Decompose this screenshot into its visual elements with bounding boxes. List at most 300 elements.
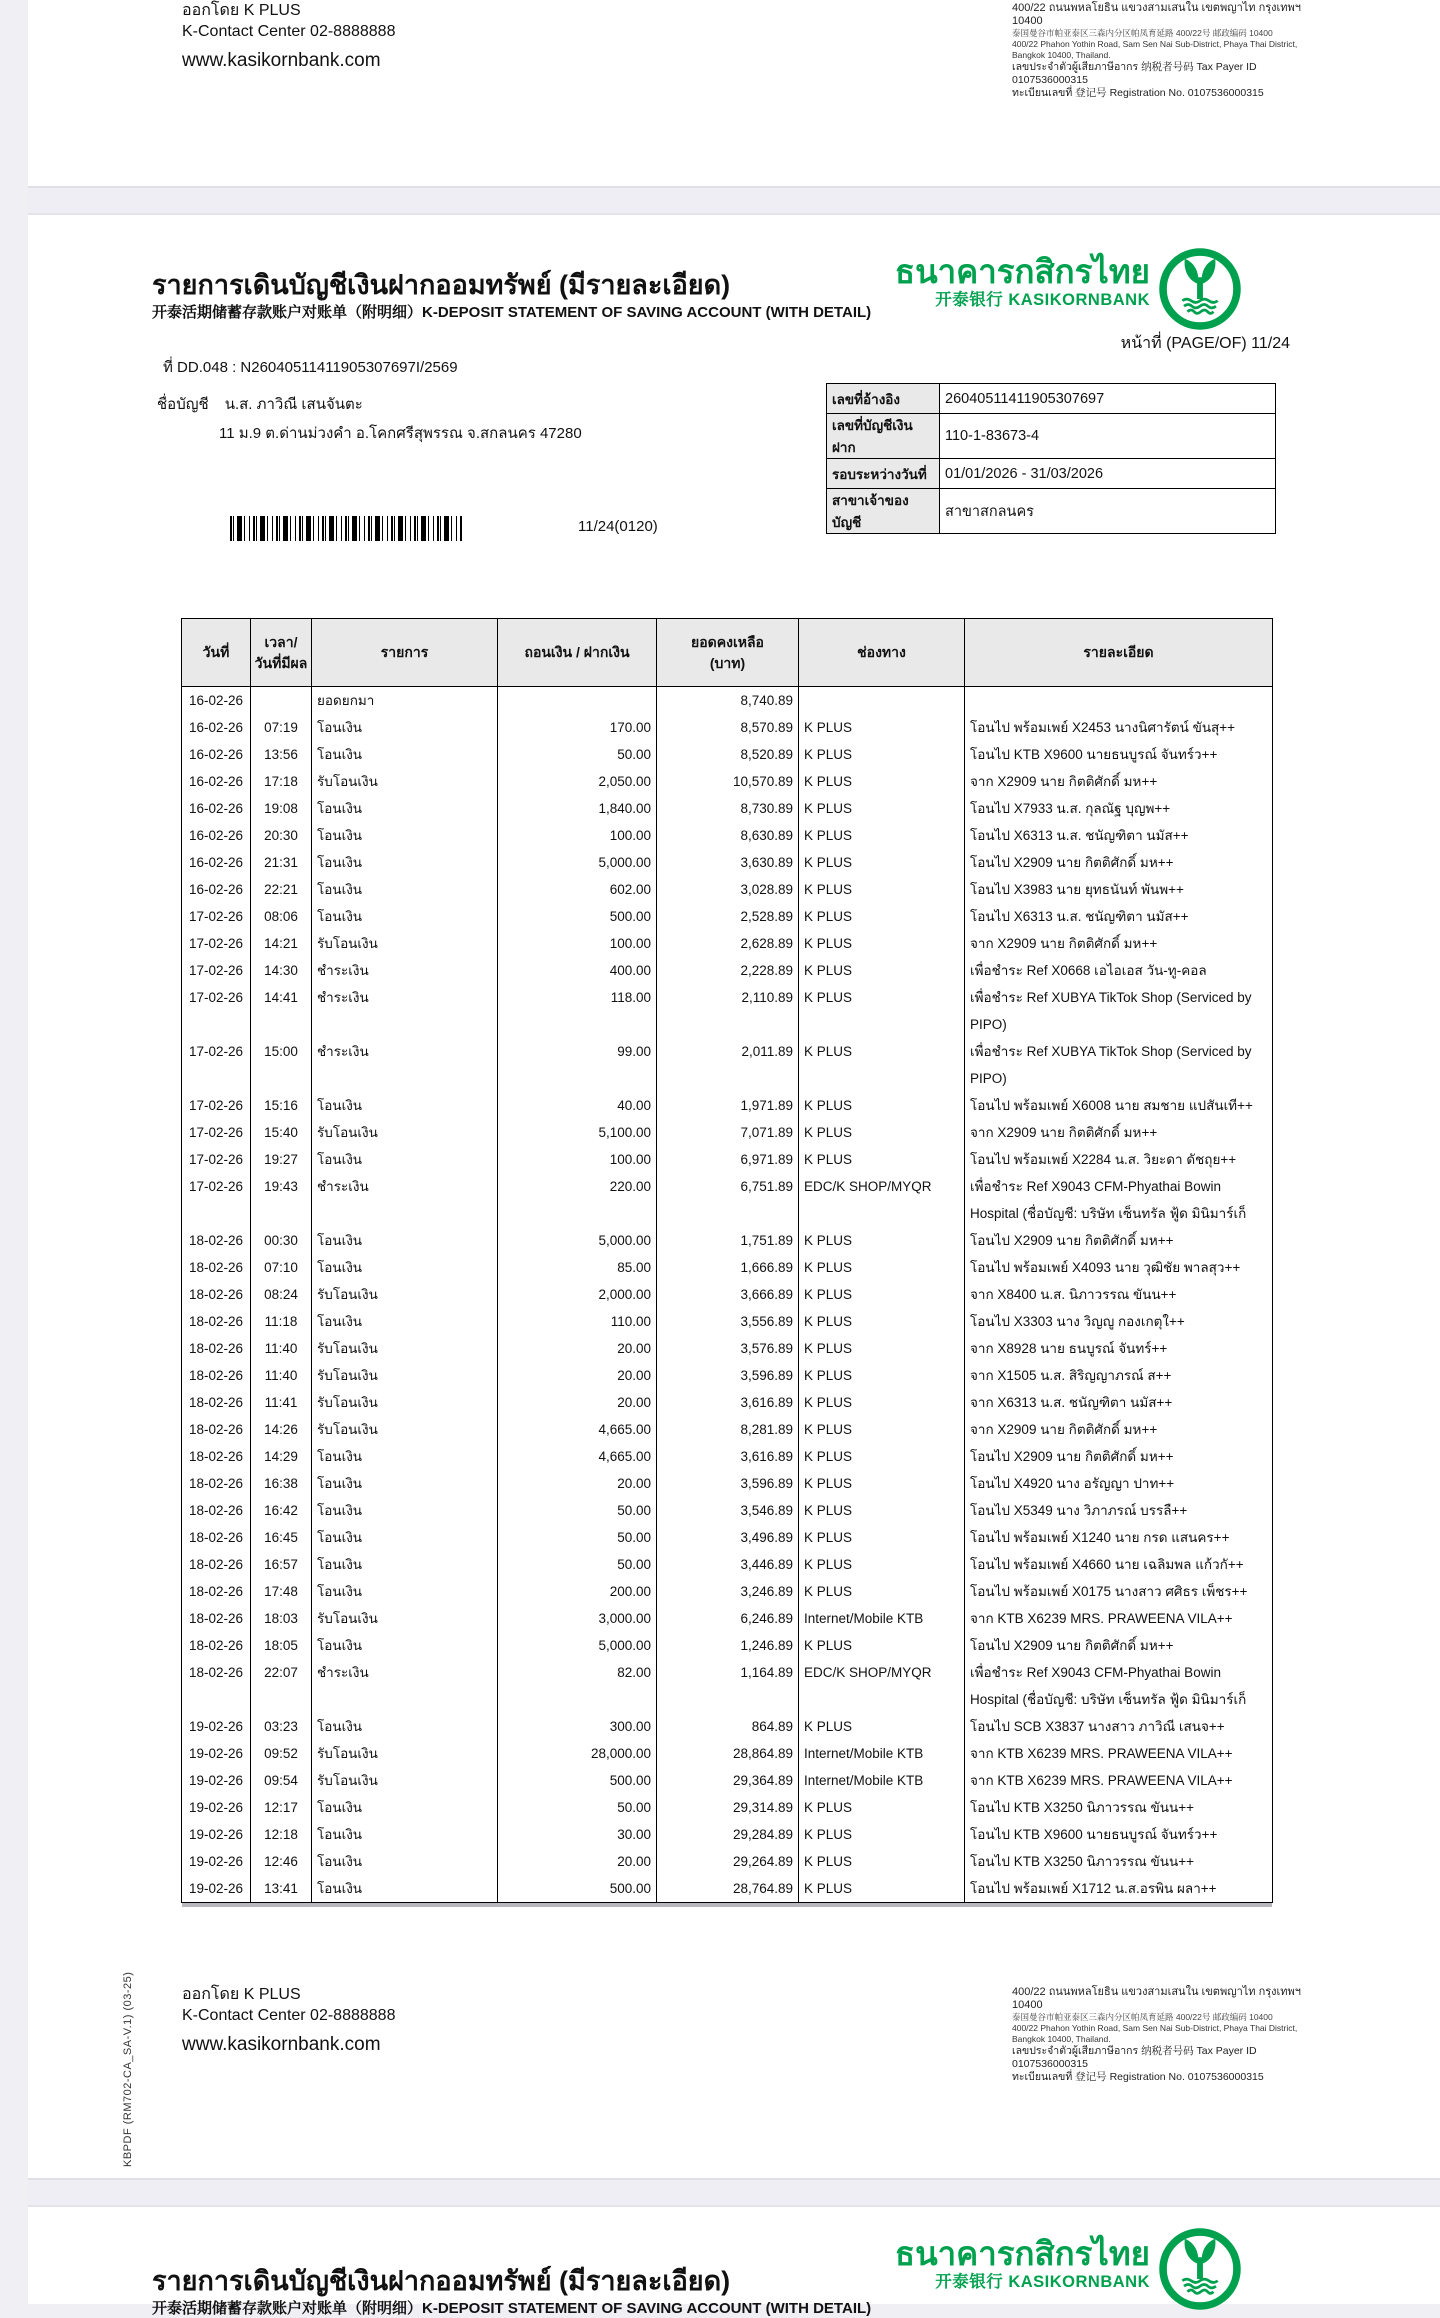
bank-address-th: 400/22 ถนนพหลโยธิน แขวงสามเสนใน เขตพญาไท กรุงเทพฯ 10400 [1012, 1986, 1301, 2011]
cell-detail: จาก X8928 นาย ธนบูรณ์ จันทร์++ [965, 1335, 1273, 1362]
cell-channel: K PLUS [799, 1335, 965, 1362]
cell-description: โอนเงิน [312, 1308, 498, 1335]
cell-detail: จาก X2909 นาย กิตติศักดิ์ มห++ [965, 930, 1273, 957]
cell-detail: เพื่อชำระ Ref X9043 CFM-Phyathai Bowin Hospital (ชื่อบัญชี: บริษัท เซ็นทรัล ฟู้ด มินิมาร์เก็ [965, 1659, 1273, 1713]
cell-date: 19-02-26 [182, 1767, 251, 1794]
table-row [182, 1038, 1273, 1092]
cell-detail: เพื่อชำระ Ref XUBYA TikTok Shop (Serviced by PIPO) [965, 1038, 1273, 1092]
bank-website[interactable]: www.kasikornbank.com [182, 50, 381, 71]
cell-amount: 4,665.00 [498, 1416, 657, 1443]
cell-date: 18-02-26 [182, 1227, 251, 1254]
cell-time: 07:10 [251, 1254, 312, 1281]
cell-channel: K PLUS [799, 903, 965, 930]
cell-time: 00:30 [251, 1227, 312, 1254]
table-row [182, 687, 1273, 715]
cell-balance: 3,556.89 [657, 1308, 799, 1335]
cell-amount: 400.00 [498, 957, 657, 984]
cell-date: 16-02-26 [182, 768, 251, 795]
cell-amount: 50.00 [498, 1551, 657, 1578]
cell-channel: K PLUS [799, 876, 965, 903]
cell-date: 18-02-26 [182, 1335, 251, 1362]
cell-balance: 2,528.89 [657, 903, 799, 930]
cell-date: 19-02-26 [182, 1848, 251, 1875]
cell-time: 08:06 [251, 903, 312, 930]
cell-channel: K PLUS [799, 1416, 965, 1443]
cell-channel: K PLUS [799, 1497, 965, 1524]
cell-detail: เพื่อชำระ Ref X0668 เอไอเอส วัน-ทู-คอล [965, 957, 1273, 984]
cell-description: โอนเงิน [312, 822, 498, 849]
cell-balance: 6,751.89 [657, 1173, 799, 1227]
cell-channel: K PLUS [799, 1119, 965, 1146]
transactions-header [182, 619, 1273, 687]
contact-center: K-Contact Center 02-8888888 [182, 23, 396, 40]
cell-balance: 2,628.89 [657, 930, 799, 957]
cell-date: 19-02-26 [182, 1821, 251, 1848]
table-row [182, 1308, 1273, 1335]
table-row [182, 849, 1273, 876]
cell-balance: 1,246.89 [657, 1632, 799, 1659]
reference-table-body [827, 384, 1276, 534]
cell-balance: 2,011.89 [657, 1038, 799, 1092]
table-row [182, 1875, 1273, 1903]
cell-time: 15:00 [251, 1038, 312, 1092]
cell-detail: โอนไป KTB X3250 นิภาวรรณ ขันน++ [965, 1794, 1273, 1821]
cell-description: โอนเงิน [312, 1497, 498, 1524]
cell-detail: โอนไป KTB X9600 นายธนบูรณ์ จันทร์ว++ [965, 741, 1273, 768]
cell-channel: K PLUS [799, 1092, 965, 1119]
table-row [182, 1281, 1273, 1308]
bank-address-en: 400/22 Phahon Yothin Road, Sam Sen Nai Sub-District, Phaya Thai District, Bangkok 10400, Thailand. [1012, 2023, 1298, 2044]
table-row [182, 1389, 1273, 1416]
barcode-caption: 11/24(0120) [578, 518, 658, 535]
cell-date: 18-02-26 [182, 1470, 251, 1497]
cell-description: โอนเงิน [312, 741, 498, 768]
cell-time: 15:16 [251, 1092, 312, 1119]
cell-description: โอนเงิน [312, 1848, 498, 1875]
cell-amount: 2,050.00 [498, 768, 657, 795]
page-gap [28, 2178, 1440, 2207]
cell-date: 18-02-26 [182, 1281, 251, 1308]
cell-description: รับโอนเงิน [312, 930, 498, 957]
cell-date: 17-02-26 [182, 1119, 251, 1146]
header-detail: รายละเอียด [965, 619, 1273, 687]
cell-date: 16-02-26 [182, 687, 251, 715]
table-row [182, 822, 1273, 849]
cell-detail: โอนไป พร้อมเพย์ X1712 น.ส.อรพิน ผลา++ [965, 1875, 1273, 1903]
table-row [182, 1146, 1273, 1173]
table-row [182, 1605, 1273, 1632]
cell-channel: K PLUS [799, 795, 965, 822]
cell-balance: 8,630.89 [657, 822, 799, 849]
cell-channel: K PLUS [799, 1632, 965, 1659]
cell-channel: K PLUS [799, 957, 965, 984]
cell-amount: 50.00 [498, 1794, 657, 1821]
account-holder-line [157, 392, 363, 416]
cell-channel: K PLUS [799, 1281, 965, 1308]
cell-time: 16:42 [251, 1497, 312, 1524]
cell-balance: 3,630.89 [657, 849, 799, 876]
table-row [182, 1497, 1273, 1524]
cell-amount: 500.00 [498, 1875, 657, 1903]
cell-description: โอนเงิน [312, 1146, 498, 1173]
issuer-block [182, 0, 522, 73]
cell-date: 18-02-26 [182, 1578, 251, 1605]
cell-detail: โอนไป พร้อมเพย์ X1240 นาย กรด แสนคร++ [965, 1524, 1273, 1551]
cell-date: 16-02-26 [182, 795, 251, 822]
cell-balance: 6,246.89 [657, 1605, 799, 1632]
cell-time [251, 687, 312, 715]
cell-description: โอนเงิน [312, 1875, 498, 1903]
cell-date: 18-02-26 [182, 1605, 251, 1632]
reference-label: เลขที่อ้างอิง [827, 384, 940, 414]
cell-channel: K PLUS [799, 849, 965, 876]
cell-description: รับโอนเงิน [312, 1119, 498, 1146]
cell-description: รับโอนเงิน [312, 1416, 498, 1443]
cell-amount: 500.00 [498, 903, 657, 930]
bank-address-block [1012, 2, 1322, 100]
cell-time: 11:40 [251, 1335, 312, 1362]
cell-description: โอนเงิน [312, 1578, 498, 1605]
page-gap [28, 186, 1440, 215]
cell-time: 11:41 [251, 1389, 312, 1416]
cell-time: 19:43 [251, 1173, 312, 1227]
cell-date: 19-02-26 [182, 1794, 251, 1821]
cell-balance: 29,284.89 [657, 1821, 799, 1848]
cell-date: 18-02-26 [182, 1443, 251, 1470]
cell-description: โอนเงิน [312, 876, 498, 903]
reference-label: เลขที่บัญชีเงินฝาก [827, 414, 940, 459]
cell-time: 12:17 [251, 1794, 312, 1821]
cell-amount: 20.00 [498, 1335, 657, 1362]
cell-channel: Internet/Mobile KTB [799, 1767, 965, 1794]
page-number-label: หน้าที่ (PAGE/OF) 11/24 [1120, 335, 1290, 352]
bank-website[interactable]: www.kasikornbank.com [182, 2034, 381, 2055]
cell-time: 11:40 [251, 1362, 312, 1389]
cell-time: 21:31 [251, 849, 312, 876]
cell-balance: 2,110.89 [657, 984, 799, 1038]
cell-amount: 118.00 [498, 984, 657, 1038]
reference-value: 26040511411905307697 [940, 384, 1276, 414]
cell-balance: 1,164.89 [657, 1659, 799, 1713]
cell-amount: 300.00 [498, 1713, 657, 1740]
cell-balance: 3,496.89 [657, 1524, 799, 1551]
cell-date: 17-02-26 [182, 984, 251, 1038]
cell-detail: โอนไป X2909 นาย กิตติศักดิ์ มห++ [965, 1443, 1273, 1470]
cell-balance: 8,730.89 [657, 795, 799, 822]
cell-description: รับโอนเงิน [312, 1605, 498, 1632]
document-number: ที่ DD.048 : N26040511411905307697I/2569 [163, 359, 458, 376]
cell-balance: 2,228.89 [657, 957, 799, 984]
bank-name-intl: 开泰银行 KASIKORNBANK [935, 2273, 1150, 2291]
table-row [182, 1551, 1273, 1578]
bank-address-th: 400/22 ถนนพหลโยธิน แขวงสามเสนใน เขตพญาไท กรุงเทพฯ 10400 [1012, 2, 1301, 27]
cell-date: 18-02-26 [182, 1632, 251, 1659]
cell-time: 14:29 [251, 1443, 312, 1470]
cell-balance: 28,864.89 [657, 1740, 799, 1767]
cell-time: 15:40 [251, 1119, 312, 1146]
cell-description: ยอดยกมา [312, 687, 498, 715]
table-row [182, 768, 1273, 795]
cell-channel: K PLUS [799, 1551, 965, 1578]
cell-amount: 2,000.00 [498, 1281, 657, 1308]
cell-description: โอนเงิน [312, 1092, 498, 1119]
cell-description: โอนเงิน [312, 1470, 498, 1497]
cell-detail: โอนไป X6313 น.ส. ชนัญฑิตา นมัส++ [965, 822, 1273, 849]
table-row [182, 1740, 1273, 1767]
table-row [182, 1227, 1273, 1254]
account-address: 11 ม.9 ต.ด่านม่วงคำ อ.โคกศรีสุพรรณ จ.สกลนคร 47280 [219, 425, 582, 442]
bank-address-cn: 泰国曼谷市帕亚泰区三森内分区帕凤育延路 400/22号 邮政编码 10400 [1012, 28, 1273, 38]
cell-time: 09:52 [251, 1740, 312, 1767]
cell-date: 19-02-26 [182, 1875, 251, 1903]
cell-time: 19:27 [251, 1146, 312, 1173]
reference-value: 110-1-83673-4 [940, 414, 1276, 459]
cell-detail: เพื่อชำระ Ref X9043 CFM-Phyathai Bowin Hospital (ชื่อบัญชี: บริษัท เซ็นทรัล ฟู้ด มินิมาร์เก็ [965, 1173, 1273, 1227]
cell-date: 19-02-26 [182, 1740, 251, 1767]
cell-description: โอนเงิน [312, 1794, 498, 1821]
cell-time: 18:03 [251, 1605, 312, 1632]
cell-detail: โอนไป X2909 นาย กิตติศักดิ์ มห++ [965, 1632, 1273, 1659]
cell-channel: K PLUS [799, 1524, 965, 1551]
cell-channel: K PLUS [799, 1794, 965, 1821]
bank-name-intl: 开泰银行 KASIKORNBANK [935, 291, 1150, 309]
cell-amount: 85.00 [498, 1254, 657, 1281]
cell-time: 11:18 [251, 1308, 312, 1335]
cell-detail: โอนไป พร้อมเพย์ X0175 นางสาว ศศิธร เพ็ชร++ [965, 1578, 1273, 1605]
cell-time: 13:56 [251, 741, 312, 768]
bank-brand-block [895, 2235, 1150, 2292]
table-row [182, 1254, 1273, 1281]
cell-description: ชำระเงิน [312, 1038, 498, 1092]
cell-balance: 3,616.89 [657, 1443, 799, 1470]
cell-balance: 3,596.89 [657, 1470, 799, 1497]
cell-channel: K PLUS [799, 1848, 965, 1875]
cell-time: 14:30 [251, 957, 312, 984]
registration-no: ทะเบียนเลขที่ 登记号 Registration No. 0107536000315 [1012, 87, 1264, 99]
header-channel: ช่องทาง [799, 619, 965, 687]
cell-amount: 110.00 [498, 1308, 657, 1335]
cell-channel: K PLUS [799, 1308, 965, 1335]
cell-time: 18:05 [251, 1632, 312, 1659]
cell-channel: K PLUS [799, 984, 965, 1038]
kasikornbank-logo-icon [1158, 2227, 1242, 2311]
cell-description: โอนเงิน [312, 1254, 498, 1281]
cell-amount: 170.00 [498, 714, 657, 741]
table-row [182, 1335, 1273, 1362]
reference-label: สาขาเจ้าของบัญชี [827, 489, 940, 534]
cell-description: รับโอนเงิน [312, 1362, 498, 1389]
cell-detail: โอนไป พร้อมเพย์ X2284 น.ส. วิยะดา ดัชถุย++ [965, 1146, 1273, 1173]
cell-balance: 864.89 [657, 1713, 799, 1740]
cell-amount: 5,100.00 [498, 1119, 657, 1146]
cell-description: รับโอนเงิน [312, 1767, 498, 1794]
cell-date: 17-02-26 [182, 930, 251, 957]
table-row [182, 1092, 1273, 1119]
cell-amount: 20.00 [498, 1470, 657, 1497]
cell-channel: K PLUS [799, 1443, 965, 1470]
cell-description: รับโอนเงิน [312, 1281, 498, 1308]
statement-title: รายการเดินบัญชีเงินฝากออมทรัพย์ (มีรายละเอียด) [152, 270, 731, 300]
cell-amount: 40.00 [498, 1092, 657, 1119]
cell-detail [965, 687, 1273, 715]
cell-balance: 3,546.89 [657, 1497, 799, 1524]
table-row [182, 903, 1273, 930]
cell-description: โอนเงิน [312, 1524, 498, 1551]
cell-time: 03:23 [251, 1713, 312, 1740]
cell-balance: 10,570.89 [657, 768, 799, 795]
cell-time: 13:41 [251, 1875, 312, 1903]
cell-balance: 1,971.89 [657, 1092, 799, 1119]
transactions-body [182, 687, 1273, 1903]
cell-date: 16-02-26 [182, 822, 251, 849]
cell-balance: 8,570.89 [657, 714, 799, 741]
table-row [182, 1821, 1273, 1848]
cell-channel: K PLUS [799, 1821, 965, 1848]
cell-time: 20:30 [251, 822, 312, 849]
cell-amount: 30.00 [498, 1821, 657, 1848]
reference-row [827, 414, 1276, 459]
cell-description: โอนเงิน [312, 1821, 498, 1848]
cell-amount: 50.00 [498, 1497, 657, 1524]
cell-detail: โอนไป X3303 นาง วิญญู กองเกตุใ++ [965, 1308, 1273, 1335]
cell-detail: โอนไป X7933 น.ส. กุลณัฐ บุญพ++ [965, 795, 1273, 822]
cell-time: 12:18 [251, 1821, 312, 1848]
cell-date: 17-02-26 [182, 903, 251, 930]
account-label: ชื่อบัญชี [157, 396, 209, 413]
cell-date: 18-02-26 [182, 1524, 251, 1551]
cell-date: 16-02-26 [182, 741, 251, 768]
cell-detail: โอนไป พร้อมเพย์ X6008 นาย สมชาย แปสันเที++ [965, 1092, 1273, 1119]
cell-date: 17-02-26 [182, 1038, 251, 1092]
table-row [182, 1416, 1273, 1443]
form-code-vertical: KBPDF (RM702-CA_SA-V.1) (03-25) [122, 1971, 134, 2167]
cell-channel: EDC/K SHOP/MYQR [799, 1173, 965, 1227]
cell-amount: 602.00 [498, 876, 657, 903]
issued-by: ออกโดย K PLUS [182, 1986, 301, 2003]
viewer-left-margin [0, 0, 28, 2304]
cell-channel: K PLUS [799, 930, 965, 957]
statement-subtitle: 开泰活期储蓄存款账户对账单（附明细）K-DEPOSIT STATEMENT OF SAVING ACCOUNT (WITH DETAIL) [152, 2300, 872, 2317]
cell-detail: โอนไป X2909 นาย กิตติศักดิ์ มห++ [965, 1227, 1273, 1254]
cell-time: 22:07 [251, 1659, 312, 1713]
cell-description: รับโอนเงิน [312, 768, 498, 795]
statement-title: รายการเดินบัญชีเงินฝากออมทรัพย์ (มีรายละเอียด) [152, 2266, 731, 2296]
table-row [182, 1659, 1273, 1713]
cell-detail: เพื่อชำระ Ref XUBYA TikTok Shop (Serviced by PIPO) [965, 984, 1273, 1038]
kasikornbank-logo-icon [1158, 247, 1242, 331]
cell-time: 09:54 [251, 1767, 312, 1794]
cell-date: 18-02-26 [182, 1497, 251, 1524]
table-row [182, 1794, 1273, 1821]
cell-balance: 3,596.89 [657, 1362, 799, 1389]
cell-date: 16-02-26 [182, 714, 251, 741]
cell-amount: 50.00 [498, 741, 657, 768]
cell-detail: จาก X2909 นาย กิตติศักดิ์ มห++ [965, 1119, 1273, 1146]
table-row [182, 1470, 1273, 1497]
cell-date: 18-02-26 [182, 1308, 251, 1335]
cell-balance: 7,071.89 [657, 1119, 799, 1146]
cell-description: โอนเงิน [312, 903, 498, 930]
cell-date: 17-02-26 [182, 1173, 251, 1227]
cell-channel: Internet/Mobile KTB [799, 1740, 965, 1767]
table-row [182, 930, 1273, 957]
reference-row [827, 489, 1276, 534]
table-row [182, 984, 1273, 1038]
cell-amount: 5,000.00 [498, 1632, 657, 1659]
table-row [182, 1713, 1273, 1740]
cell-balance: 1,751.89 [657, 1227, 799, 1254]
cell-balance: 3,576.89 [657, 1335, 799, 1362]
cell-description: โอนเงิน [312, 1551, 498, 1578]
cell-amount: 20.00 [498, 1848, 657, 1875]
bank-name-thai: ธนาคารกสิกรไทย [894, 253, 1150, 290]
reference-table [826, 383, 1276, 534]
cell-channel: K PLUS [799, 1362, 965, 1389]
cell-balance: 29,364.89 [657, 1767, 799, 1794]
table-row [182, 1173, 1273, 1227]
cell-amount: 200.00 [498, 1578, 657, 1605]
cell-balance: 29,264.89 [657, 1848, 799, 1875]
cell-time: 07:19 [251, 714, 312, 741]
cell-detail: จาก X6313 น.ส. ชนัญฑิตา นมัส++ [965, 1389, 1273, 1416]
cell-description: โอนเงิน [312, 1227, 498, 1254]
header-date: วันที่ [182, 619, 251, 687]
header-amount: ถอนเงิน / ฝากเงิน [498, 619, 657, 687]
cell-date: 18-02-26 [182, 1362, 251, 1389]
header-time: เวลา/ วันที่มีผล [251, 619, 312, 687]
cell-balance: 3,028.89 [657, 876, 799, 903]
cell-channel: K PLUS [799, 822, 965, 849]
cell-balance: 3,666.89 [657, 1281, 799, 1308]
cell-balance: 3,446.89 [657, 1551, 799, 1578]
cell-description: โอนเงิน [312, 714, 498, 741]
cell-detail: โอนไป X3983 นาย ยุทธนันท์ พันพ++ [965, 876, 1273, 903]
cell-channel: K PLUS [799, 714, 965, 741]
cell-detail: จาก X2909 นาย กิตติศักดิ์ มห++ [965, 1416, 1273, 1443]
cell-time: 19:08 [251, 795, 312, 822]
cell-balance: 3,246.89 [657, 1578, 799, 1605]
cell-channel: K PLUS [799, 1038, 965, 1092]
bank-address-cn: 泰国曼谷市帕亚泰区三森内分区帕凤育延路 400/22号 邮政编码 10400 [1012, 2012, 1273, 2022]
cell-date: 16-02-26 [182, 876, 251, 903]
cell-description: โอนเงิน [312, 1443, 498, 1470]
bank-name-thai: ธนาคารกสิกรไทย [894, 2235, 1150, 2272]
cell-amount: 28,000.00 [498, 1740, 657, 1767]
bank-address-en: 400/22 Phahon Yothin Road, Sam Sen Nai Sub-District, Phaya Thai District, Bangkok 10400, Thailand. [1012, 39, 1298, 60]
cell-channel: K PLUS [799, 1470, 965, 1497]
cell-description: โอนเงิน [312, 1713, 498, 1740]
cell-balance: 3,616.89 [657, 1389, 799, 1416]
cell-amount [498, 687, 657, 715]
cell-detail: โอนไป พร้อมเพย์ X4660 นาย เฉลิมพล แก้วกั++ [965, 1551, 1273, 1578]
cell-amount: 100.00 [498, 1146, 657, 1173]
cell-date: 16-02-26 [182, 849, 251, 876]
tax-payer-id: เลขประจำตัวผู้เสียภาษีอากร 纳税者号码 Tax Payer ID 0107536000315 [1012, 61, 1257, 86]
page-11 [28, 219, 1440, 2178]
cell-detail: จาก X8400 น.ส. นิภาวรรณ ขันน++ [965, 1281, 1273, 1308]
cell-time: 14:41 [251, 984, 312, 1038]
issuer-block-footer [182, 1984, 522, 2057]
reference-row [827, 384, 1276, 414]
cell-date: 17-02-26 [182, 1146, 251, 1173]
cell-balance: 8,281.89 [657, 1416, 799, 1443]
page-10-fragment [28, 0, 1440, 186]
issued-by: ออกโดย K PLUS [182, 2, 301, 19]
table-row [182, 714, 1273, 741]
cell-time: 16:45 [251, 1524, 312, 1551]
cell-amount: 20.00 [498, 1362, 657, 1389]
cell-detail: โอนไป พร้อมเพย์ X2453 นางนิศารัตน์ ขันสุ++ [965, 714, 1273, 741]
